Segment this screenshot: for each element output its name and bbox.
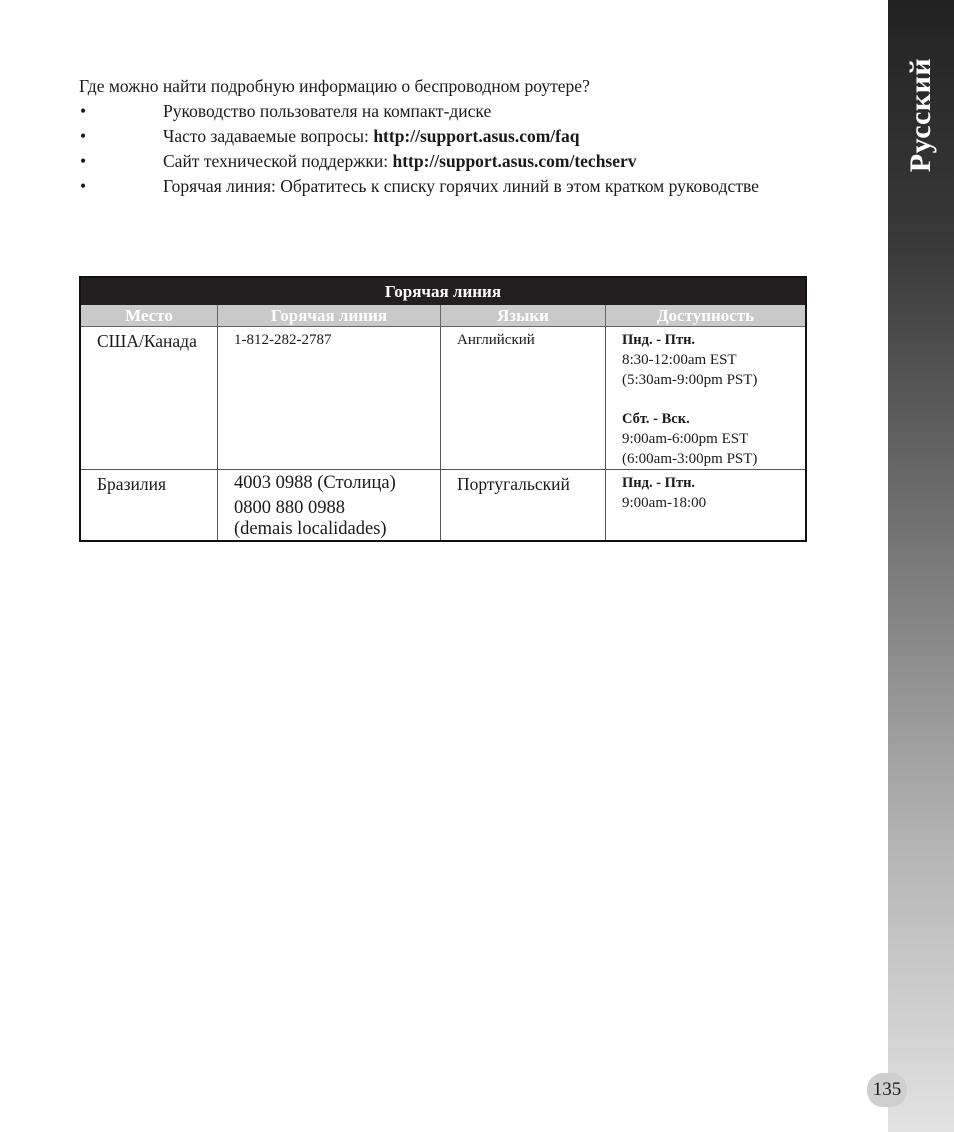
column-header-availability: Доступность <box>606 305 807 327</box>
table-header-row <box>80 305 806 327</box>
phone-number: 0800 880 0988 <box>234 498 345 518</box>
list-item-text: Горячая линия: Обратитесь к списку горячих линий в этом кратком руководстве <box>163 176 759 196</box>
list-item <box>79 174 849 199</box>
phone-number: 4003 0988 (Столица) <box>234 473 396 493</box>
table-caption: Горячая линия <box>80 277 806 305</box>
language-cell: Английский <box>441 327 606 470</box>
list-item <box>79 124 849 149</box>
language-side-title <box>888 0 954 230</box>
phone-cell <box>218 470 441 542</box>
column-header-languages: Языки <box>441 305 606 327</box>
column-header-place: Место <box>80 305 218 327</box>
info-list <box>79 99 849 199</box>
hotline-table <box>79 276 807 542</box>
list-item <box>79 99 849 124</box>
info-question: Где можно найти подробную информацию о беспроводном роутере? <box>79 76 590 96</box>
place-cell: США/Канада <box>80 327 218 470</box>
info-section <box>79 74 849 199</box>
weekday-label: Пнд. - Птн. <box>622 475 696 491</box>
faq-link[interactable]: http://support.asus.com/faq <box>373 126 580 146</box>
availability-cell: Пнд. - Птн. 9:00am-18:00 <box>606 470 807 542</box>
list-item <box>79 149 849 174</box>
phone-note: (demais localidades) <box>234 519 387 539</box>
bullet-icon: • <box>80 151 87 171</box>
techserv-link[interactable]: http://support.asus.com/techserv <box>392 151 637 171</box>
phone-cell <box>218 327 441 470</box>
availability-cell: Пнд. - Птн. 8:30-12:00am EST (5:30am-9:00pm PST) Сбт. - Вск. 9:00am-6:00pm EST (6:00am-3:00pm PST) <box>606 327 807 470</box>
page-number: 135 <box>867 1073 907 1107</box>
weekday-label: Пнд. - Птн. <box>622 332 696 348</box>
place-cell: Бразилия <box>80 470 218 542</box>
column-header-hotline: Горячая линия <box>218 305 441 327</box>
bullet-icon: • <box>80 176 87 196</box>
phone-number: 1-812-282-2787 <box>234 332 332 348</box>
weekend-label: Сбт. - Вск. <box>622 411 690 427</box>
list-item-text: Часто задаваемые вопросы: http://support.asus.com/faq <box>163 126 580 146</box>
table-row <box>80 327 806 470</box>
table-row <box>80 470 806 542</box>
bullet-icon: • <box>80 101 87 121</box>
list-item-text: Сайт технической поддержки: http://support.asus.com/techserv <box>163 151 637 171</box>
bullet-icon: • <box>80 126 87 146</box>
language-cell: Португальский <box>441 470 606 542</box>
language-title-text: Русский <box>904 57 938 173</box>
list-item-text: Руководство пользователя на компакт-диске <box>163 101 492 121</box>
